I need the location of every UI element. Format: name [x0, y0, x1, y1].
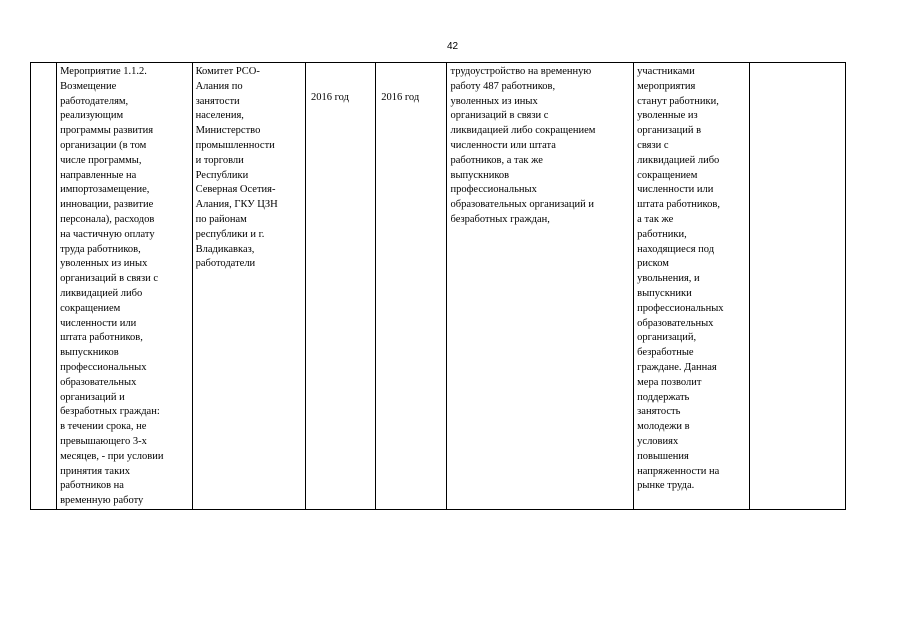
measure-description-cell: Мероприятие 1.1.2. Возмещение работодателям, реализующим программы развития организации (в том числе программы, направленные на импортозамещение, инновации, развитие персонала), расходов на частичную оплату труда работников, уволенных из иных организаций в связи с ликвидацией либо сокращением численности или штата работников, выпускников профессиональных образовательных организаций и безработных граждан: в течении срока, не превышающего 3-х месяцев, - при условии принятия таких работников на временную работу — [57, 63, 192, 510]
notes-cell — [749, 63, 845, 510]
table-row — [31, 63, 846, 510]
page-number: 42 — [446, 41, 459, 52]
row-number-cell — [31, 63, 57, 510]
effect-description-cell: участниками мероприятия станут работники, уволенные из организаций в связи с ликвидацией либо сокращением численности или штата работников, а так же работники, находящиеся под риском увольнения, и выпускники профессиональных образовательных организаций, безработные граждане. Данная мера позволит поддержать занятость молодежи в условиях повышения напряженности на рынке труда. — [634, 63, 749, 510]
end-year-cell: 2016 год — [376, 63, 447, 510]
program-measures-table — [30, 62, 846, 510]
executor-cell: Комитет РСО- Алания по занятости населения, Министерство промышленности и торговли Республики Северная Осетия- Алания, ГКУ ЦЗН по районам республики и г. Владикавказ, работодатели — [192, 63, 305, 510]
start-year-cell: 2016 год — [305, 63, 375, 510]
expected-result-cell: трудоустройство на временную работу 487 работников, уволенных из иных организаций в связи с ликвидацией либо сокращением численности или штата работников, а так же выпускников профессиональных образовательных организаций и безработных граждан, — [447, 63, 634, 510]
